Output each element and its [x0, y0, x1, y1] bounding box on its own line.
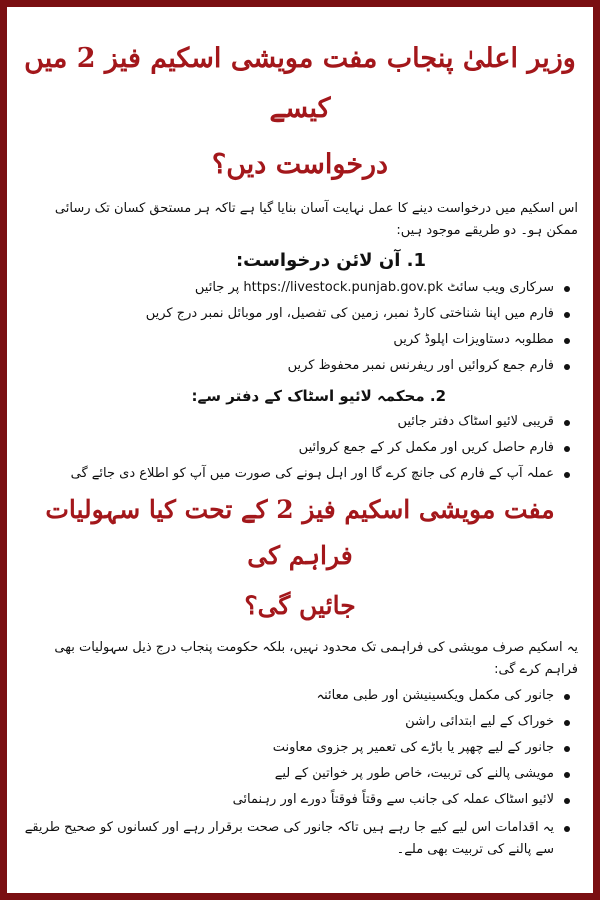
- list-item: [14, 435, 572, 461]
- bullet-icon: [564, 772, 570, 778]
- list-item-text: فارم جمع کروائیں اور ریفرنس نمبر محفوظ کریں: [287, 358, 554, 373]
- list-item: [14, 787, 572, 813]
- list-item-text: مطلوبہ دستاویزات اپلوڈ کریں: [393, 332, 554, 347]
- office-heading: 2. محکمہ لائیو اسٹاک کے دفتر سے:: [191, 387, 446, 405]
- list-item-text: خوراک کے لیے ابتدائی راشن: [405, 714, 554, 729]
- list-item: [14, 461, 572, 487]
- bullet-icon: [564, 798, 570, 804]
- bullet-icon: [564, 826, 570, 832]
- list-item: [14, 327, 572, 353]
- list-item-text: سرکاری ویب سائٹ https://livestock.punjab.gov.pk پر جائیں: [194, 280, 554, 295]
- facilities-title-line2: جائیں گی؟: [244, 591, 356, 620]
- main-title-line1: وزیر اعلیٰ پنجاب مفت مویشی اسکیم فیز 2 میں کیسے: [24, 43, 576, 124]
- bullet-icon: [564, 694, 570, 700]
- bullet-icon: [564, 364, 570, 370]
- facilities-title-line1: مفت مویشی اسکیم فیز 2 کے تحت کیا سہولیات فراہم کی: [45, 495, 555, 570]
- list-item: [14, 813, 572, 861]
- facilities-intro: یہ اسکیم صرف مویشی کی فراہمی تک محدود نہیں، بلکہ حکومت پنجاب درج ذیل سہولیات بھی فراہم کرے گی:: [54, 640, 578, 677]
- list-item: [14, 761, 572, 787]
- facilities-list: [14, 683, 572, 861]
- bullet-icon: [564, 286, 570, 292]
- list-item: [14, 275, 572, 301]
- bullet-icon: [564, 446, 570, 452]
- list-item-text: فارم حاصل کریں اور مکمل کر کے جمع کروائیں: [298, 440, 554, 455]
- list-item: [14, 409, 572, 435]
- list-item-text: لائیو اسٹاک عملہ کی جانب سے وقتاً فوقتاً دورے اور رہنمائی: [232, 792, 554, 807]
- bullet-icon: [564, 720, 570, 726]
- list-item-text: فارم میں اپنا شناختی کارڈ نمبر، زمین کی تفصیل، اور موبائل نمبر درج کریں: [145, 306, 554, 321]
- office-steps-list: [14, 409, 572, 487]
- list-item-text: قریبی لائیو اسٹاک دفتر جائیں: [397, 414, 554, 429]
- bullet-icon: [564, 472, 570, 478]
- bullet-icon: [564, 420, 570, 426]
- list-item-text: عملہ آپ کے فارم کی جانچ کرے گا اور اہل ہونے کی صورت میں آپ کو اطلاع دی جائے گی: [70, 466, 554, 481]
- bullet-icon: [564, 338, 570, 344]
- list-item: [14, 735, 572, 761]
- online-steps-list: [14, 275, 572, 379]
- list-item: [14, 709, 572, 735]
- intro-paragraph: اس اسکیم میں درخواست دینے کا عمل نہایت آسان بنایا گیا ہے تاکہ ہر مستحق کسان تک رسائی ممکن ہو۔ دو طریقے موجود ہیں:: [54, 201, 578, 238]
- online-heading: 1. آن لائن درخواست:: [235, 250, 426, 271]
- list-item-text: مویشی پالنے کی تربیت، خاص طور پر خواتین کے لیے: [274, 766, 554, 781]
- list-item: [14, 301, 572, 327]
- list-item-text: یہ اقدامات اس لیے کیے جا رہے ہیں تاکہ جانور کی صحت برقرار رہے اور کسانوں کو صحیح طریقے سے پالنے کی تربیت بھی ملے۔: [24, 820, 554, 857]
- bullet-icon: [564, 312, 570, 318]
- list-item: [14, 353, 572, 379]
- list-item: [14, 683, 572, 709]
- list-item-text: جانور کے لیے چھپر یا باڑے کی تعمیر پر جزوی معاونت: [272, 740, 554, 755]
- bullet-icon: [564, 746, 570, 752]
- article: [14, 14, 586, 890]
- main-title-line2: درخواست دیں؟: [211, 149, 389, 180]
- list-item-text: جانور کی مکمل ویکسینیشن اور طبی معائنہ: [316, 688, 554, 703]
